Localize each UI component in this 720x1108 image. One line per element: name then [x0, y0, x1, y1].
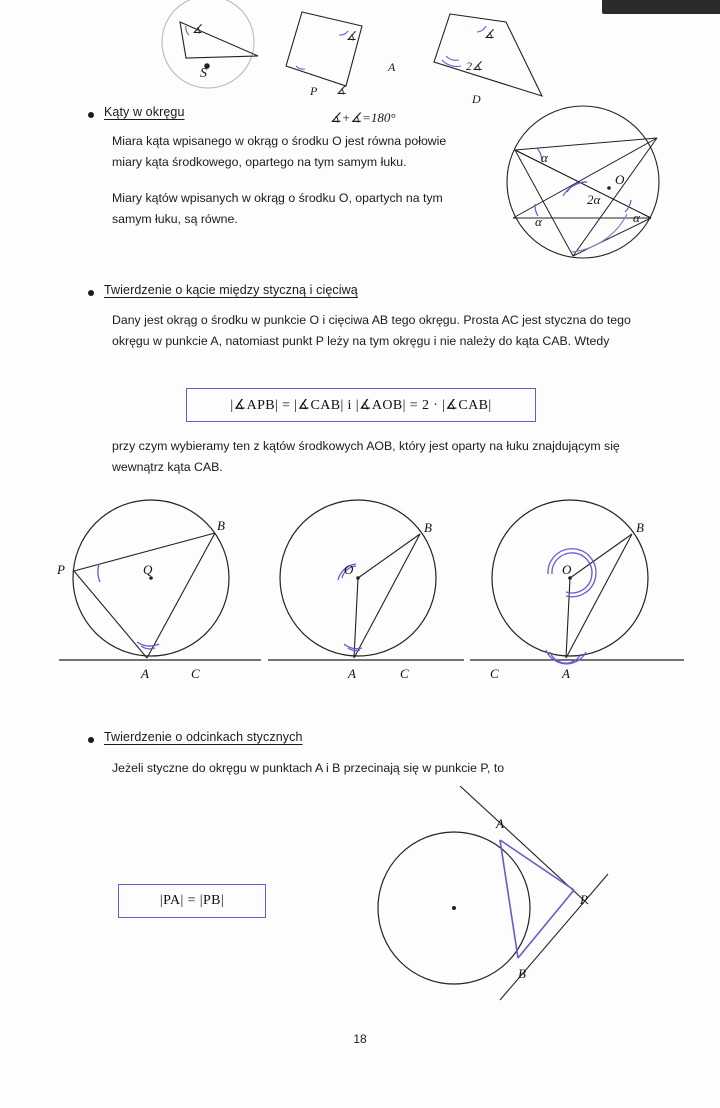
- svg-text:∡: ∡: [484, 27, 495, 41]
- svg-text:C: C: [191, 666, 200, 681]
- formula-tangent-chord: |∡APB| = |∡CAB| i |∡AOB| = 2 · |∡CAB|: [186, 388, 536, 422]
- svg-text:B: B: [424, 520, 432, 535]
- paragraph-inscribed-angle-half: Miara kąta wpisanego w okrąg o środku O jest równa połowie miary kąta środkowego, opartego na tym samym łuku.: [112, 134, 447, 170]
- paragraph-tangent-segments: Jeżeli styczne do okręgu w punktach A i B przecinają się w punkcie P, to: [112, 761, 505, 775]
- paragraph-inscribed-angles-equal: Miary kątów wpisanych w okrąg o środku O, opartych na tym samym łuku, są równe.: [112, 191, 443, 227]
- sketch-label-D: D: [472, 92, 481, 106]
- heading-katy-w-okregu: Kąty w okręgu: [104, 105, 185, 119]
- heading-styczna-cieciwa: Twierdzenie o kącie między styczną i cięciwą: [104, 283, 358, 297]
- scan-corner-artifact: [602, 0, 720, 14]
- svg-text:∡: ∡: [336, 83, 347, 97]
- svg-text:C: C: [490, 666, 499, 681]
- svg-text:B: B: [217, 518, 225, 533]
- sketch-label-P: P: [310, 84, 318, 98]
- bullet-odcinki-styczne: [88, 730, 303, 744]
- figure-top-sketches: [150, 0, 570, 110]
- svg-text:A: A: [141, 666, 149, 681]
- svg-text:α: α: [535, 214, 542, 229]
- svg-text:B: B: [636, 520, 644, 535]
- svg-text:∡: ∡: [192, 22, 203, 36]
- svg-text:2∡: 2∡: [466, 59, 483, 73]
- heading-odcinki-styczne: Twierdzenie o odcinkach stycznych: [104, 730, 303, 744]
- svg-text:∡: ∡: [346, 29, 357, 43]
- svg-text:O: O: [344, 562, 354, 577]
- bullet-icon: [88, 112, 94, 118]
- svg-text:A: A: [348, 666, 356, 681]
- paragraph-tangent-chord-setup: Dany jest okrąg o środku w punkcie O i cięciwa AB tego okręgu. Prosta AC jest styczna do tego okręgu w punkcie A, natomiast punkt P leży na tym okręgu i nie należy do kąta CAB. Wtedy: [112, 313, 631, 349]
- formula-tangent-segments: |PA| = |PB|: [118, 884, 266, 918]
- svg-text:O: O: [562, 562, 572, 577]
- figure-tangent-chord-case-1: [55, 490, 265, 690]
- svg-text:B: B: [518, 966, 526, 981]
- figure-tangent-chord-case-2: [268, 490, 468, 690]
- svg-text:A: A: [496, 816, 504, 831]
- sketch-center-label: S: [200, 66, 207, 81]
- svg-text:2α: 2α: [587, 192, 601, 207]
- sketch-angle-sum-note: ∡+∡=180°: [330, 110, 396, 125]
- svg-text:α: α: [633, 210, 640, 225]
- figure-tangent-chord-case-3: [470, 490, 690, 690]
- page-number: 18: [353, 1032, 367, 1046]
- svg-text:C: C: [400, 666, 409, 681]
- sketch-label-A: A: [388, 60, 396, 74]
- bullet-icon: [88, 290, 94, 296]
- svg-text:α: α: [541, 150, 548, 165]
- svg-text:P: P: [57, 562, 65, 577]
- bullet-katy-w-okregu: [88, 105, 185, 119]
- svg-text:A: A: [562, 666, 570, 681]
- paragraph-tangent-chord-note: przy czym wybieramy ten z kątów środkowych AOB, który jest oparty na łuku znajdującym się wewnątrz kąta CAB.: [112, 439, 620, 475]
- bullet-styczna-cieciwa: [88, 283, 358, 297]
- figure-inscribed-angles: [475, 100, 705, 280]
- figure-tangent-segments: [350, 786, 660, 1006]
- svg-text:O: O: [615, 172, 625, 187]
- bullet-icon: [88, 737, 94, 743]
- svg-text:P: P: [580, 892, 588, 907]
- svg-text:Q: Q: [143, 562, 153, 577]
